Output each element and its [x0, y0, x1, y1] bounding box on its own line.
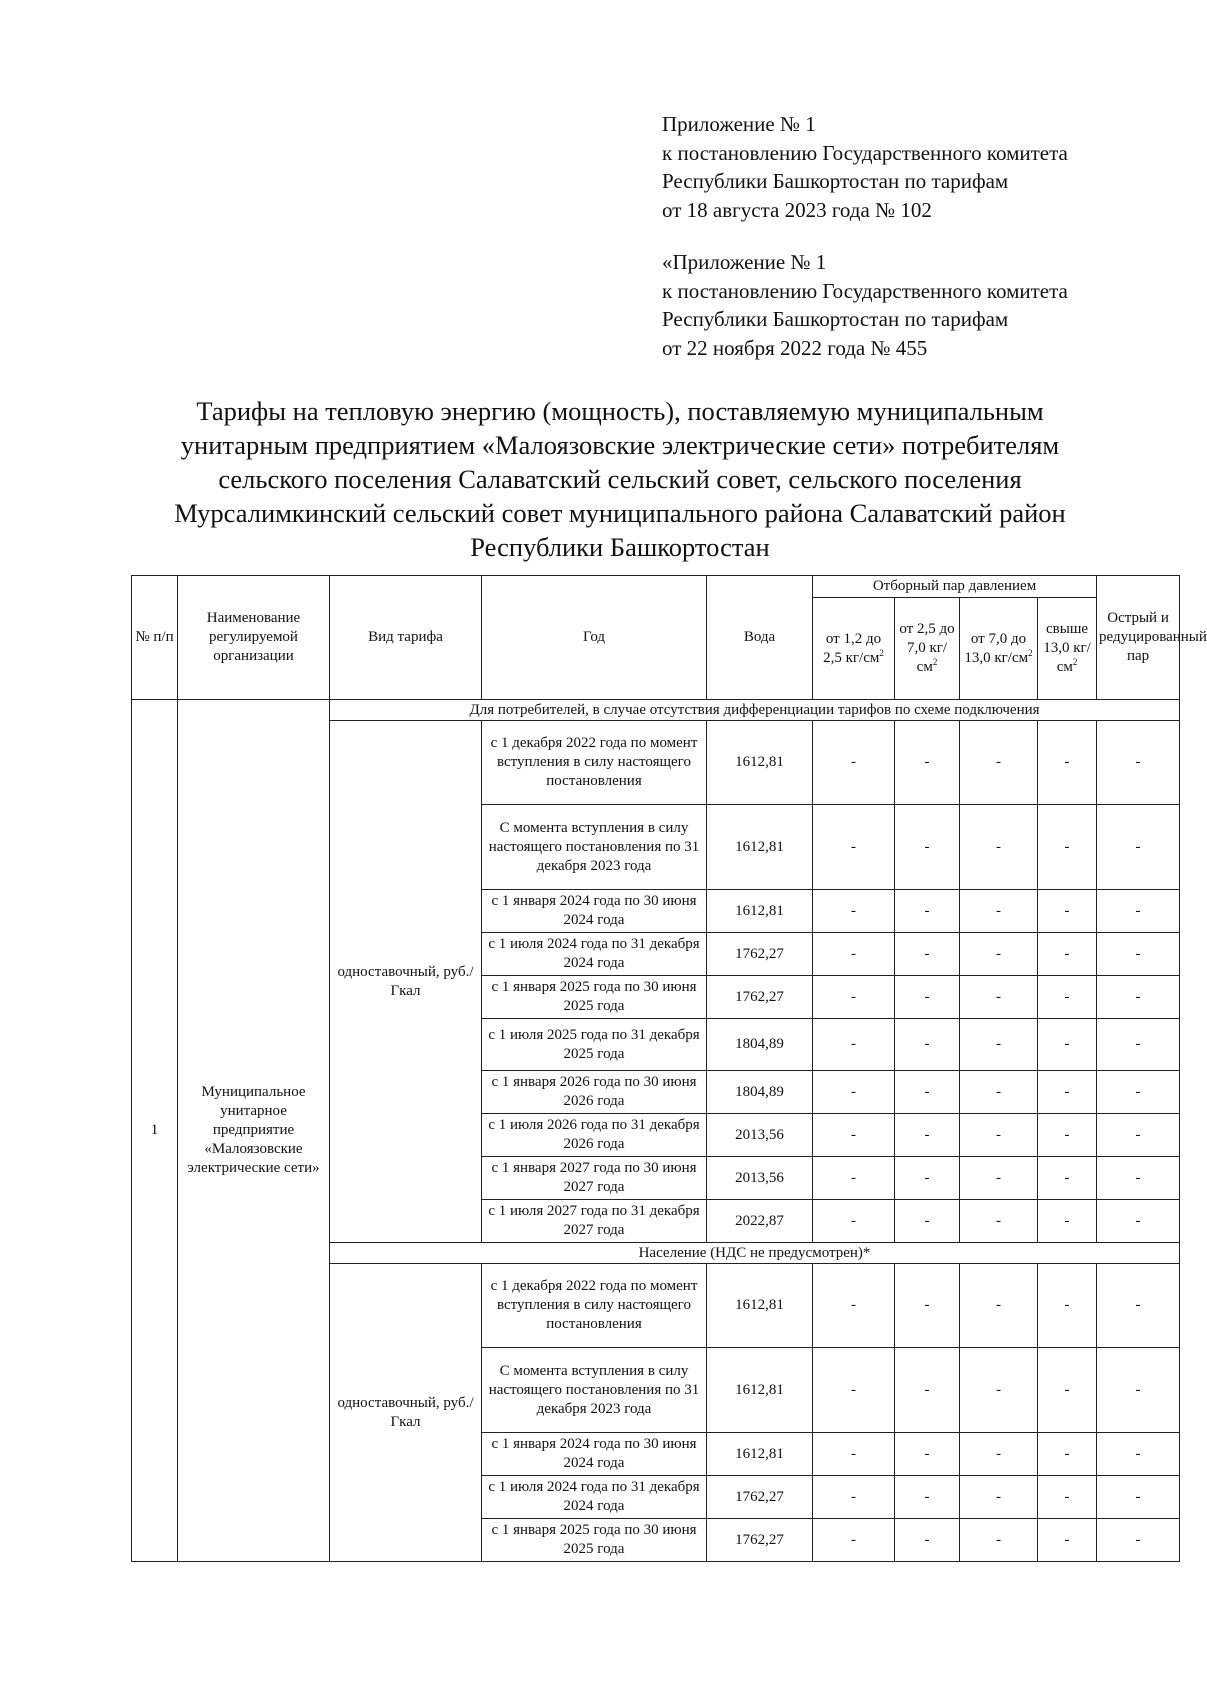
period-cell: с 1 января 2025 года по 30 июня 2025 года: [482, 1519, 707, 1562]
period-cell: с 1 января 2025 года по 30 июня 2025 года: [482, 976, 707, 1019]
water-tariff-cell: 1762,27: [707, 976, 813, 1019]
title-line: сельского поселения Салаватский сельский совет, сельского поселения: [218, 464, 1022, 494]
appendix-line: «Приложение № 1: [662, 250, 827, 274]
period-cell: с 1 января 2024 года по 30 июня 2024 года: [482, 890, 707, 933]
empty-tariff-cell: -: [960, 1519, 1038, 1562]
empty-tariff-cell: -: [1097, 976, 1180, 1019]
empty-tariff-cell: -: [895, 805, 960, 890]
header-pressure-3: [960, 598, 1038, 700]
empty-tariff-cell: -: [895, 1071, 960, 1114]
header-pressure-4: [1038, 598, 1097, 700]
period-cell: с 1 июля 2024 года по 31 декабря 2024 года: [482, 1476, 707, 1519]
empty-tariff-cell: -: [895, 1157, 960, 1200]
section-title-population: Население (НДС не предусмотрен)*: [330, 1243, 1180, 1264]
title-line: унитарным предприятием «Малоязовские электрические сети» потребителям: [180, 430, 1060, 460]
empty-tariff-cell: -: [1038, 1264, 1097, 1348]
organization-name: Муниципальное унитарное предприятие «Малоязовские электрические сети»: [178, 700, 330, 1562]
period-cell: с 1 января 2027 года по 30 июня 2027 года: [482, 1157, 707, 1200]
water-tariff-cell: 2013,56: [707, 1157, 813, 1200]
empty-tariff-cell: -: [1038, 1071, 1097, 1114]
header-num: № п/п: [132, 576, 178, 700]
period-cell: с 1 июля 2026 года по 31 декабря 2026 года: [482, 1114, 707, 1157]
title-line: Тарифы на тепловую энергию (мощность), поставляемую муниципальным: [196, 396, 1044, 426]
period-cell: с 1 июля 2027 года по 31 декабря 2027 года: [482, 1200, 707, 1243]
empty-tariff-cell: -: [895, 1019, 960, 1071]
superscript: 2: [932, 657, 938, 667]
empty-tariff-cell: -: [1097, 933, 1180, 976]
empty-tariff-cell: -: [895, 1264, 960, 1348]
empty-tariff-cell: -: [960, 976, 1038, 1019]
section-title-general: Для потребителей, в случае отсутствия дифференциации тарифов по схеме подключения: [330, 700, 1180, 721]
empty-tariff-cell: -: [895, 1519, 960, 1562]
appendix-line: от 18 августа 2023 года № 102: [662, 197, 932, 222]
header-pressure-1: [813, 598, 895, 700]
appendix-line: Приложение № 1: [662, 112, 816, 136]
appendix-line: к постановлению Государственного комитета: [662, 278, 1068, 303]
pressure-4-label: свыше 13,0 кг/см: [1043, 621, 1091, 675]
water-tariff-cell: 1612,81: [707, 1348, 813, 1433]
empty-tariff-cell: -: [1097, 805, 1180, 890]
empty-tariff-cell: -: [895, 1114, 960, 1157]
empty-tariff-cell: -: [1038, 1519, 1097, 1562]
empty-tariff-cell: -: [895, 890, 960, 933]
empty-tariff-cell: -: [1038, 976, 1097, 1019]
empty-tariff-cell: -: [960, 1200, 1038, 1243]
empty-tariff-cell: -: [895, 976, 960, 1019]
empty-tariff-cell: -: [1038, 1476, 1097, 1519]
pressure-2-label: от 2,5 до 7,0 кг/см: [899, 621, 955, 675]
empty-tariff-cell: -: [1038, 805, 1097, 890]
empty-tariff-cell: -: [1097, 1348, 1180, 1433]
water-tariff-cell: 2013,56: [707, 1114, 813, 1157]
empty-tariff-cell: -: [960, 1264, 1038, 1348]
empty-tariff-cell: -: [1097, 1264, 1180, 1348]
water-tariff-cell: 1804,89: [707, 1019, 813, 1071]
header-organization: Наименование регулируемой организации: [178, 576, 330, 700]
empty-tariff-cell: -: [813, 1019, 895, 1071]
water-tariff-cell: 1804,89: [707, 1071, 813, 1114]
empty-tariff-cell: -: [813, 1433, 895, 1476]
empty-tariff-cell: -: [813, 1157, 895, 1200]
tariff-table: [131, 575, 1207, 1562]
empty-tariff-cell: -: [1097, 1519, 1180, 1562]
empty-tariff-cell: -: [1097, 1476, 1180, 1519]
header-steam-group: Отборный пар давлением: [813, 576, 1097, 598]
header-pressure-2: [895, 598, 960, 700]
superscript: 2: [1028, 647, 1033, 658]
water-tariff-cell: 1612,81: [707, 1433, 813, 1476]
empty-tariff-cell: -: [1097, 1200, 1180, 1243]
empty-tariff-cell: -: [813, 976, 895, 1019]
header-sharp-steam: Острый и редуцированный пар: [1097, 576, 1180, 700]
empty-tariff-cell: -: [813, 1476, 895, 1519]
empty-tariff-cell: -: [813, 1114, 895, 1157]
period-cell: с 1 января 2024 года по 30 июня 2024 года: [482, 1433, 707, 1476]
empty-tariff-cell: -: [1097, 721, 1180, 805]
header-tariff-type: Вид тарифа: [330, 576, 482, 700]
appendix-original-reference: [662, 248, 1068, 362]
empty-tariff-cell: -: [1097, 1157, 1180, 1200]
period-cell: с 1 января 2026 года по 30 июня 2026 года: [482, 1071, 707, 1114]
empty-tariff-cell: -: [895, 933, 960, 976]
water-tariff-cell: 1762,27: [707, 1476, 813, 1519]
water-tariff-cell: 1612,81: [707, 890, 813, 933]
empty-tariff-cell: -: [813, 805, 895, 890]
title-line: Мурсалимкинский сельский совет муниципального района Салаватский район: [174, 498, 1066, 528]
water-tariff-cell: 1762,27: [707, 1519, 813, 1562]
empty-tariff-cell: -: [1038, 1200, 1097, 1243]
period-cell: С момента вступления в силу настоящего постановления по 31 декабря 2023 года: [482, 805, 707, 890]
empty-tariff-cell: -: [813, 1200, 895, 1243]
empty-tariff-cell: -: [895, 1200, 960, 1243]
water-tariff-cell: 1612,81: [707, 721, 813, 805]
empty-tariff-cell: -: [895, 721, 960, 805]
period-cell: с 1 июля 2025 года по 31 декабря 2025 года: [482, 1019, 707, 1071]
water-tariff-cell: 2022,87: [707, 1200, 813, 1243]
period-cell: С момента вступления в силу настоящего постановления по 31 декабря 2023 года: [482, 1348, 707, 1433]
superscript: 2: [1072, 657, 1078, 667]
empty-tariff-cell: -: [895, 1476, 960, 1519]
empty-tariff-cell: -: [1038, 933, 1097, 976]
empty-tariff-cell: -: [960, 1071, 1038, 1114]
tariff-type-cell: одноставочный, руб./Гкал: [330, 721, 482, 1243]
empty-tariff-cell: -: [960, 933, 1038, 976]
empty-tariff-cell: -: [1097, 1071, 1180, 1114]
empty-tariff-cell: -: [813, 890, 895, 933]
empty-tariff-cell: -: [1038, 1114, 1097, 1157]
empty-tariff-cell: -: [1038, 1019, 1097, 1071]
tariff-table-body: [132, 700, 1180, 1562]
empty-tariff-cell: -: [813, 1264, 895, 1348]
empty-tariff-cell: -: [895, 1348, 960, 1433]
empty-tariff-cell: -: [960, 1019, 1038, 1071]
document-title: [120, 394, 1120, 564]
empty-tariff-cell: -: [1038, 721, 1097, 805]
empty-tariff-cell: -: [813, 933, 895, 976]
period-cell: с 1 декабря 2022 года по момент вступления в силу настоящего постановления: [482, 1264, 707, 1348]
empty-tariff-cell: -: [1038, 890, 1097, 933]
pressure-1-label: от 1,2 до 2,5 кг/см: [823, 630, 882, 666]
appendix-line: к постановлению Государственного комитета: [662, 140, 1068, 165]
row-number: 1: [132, 700, 178, 1562]
empty-tariff-cell: -: [960, 805, 1038, 890]
header-year: Год: [482, 576, 707, 700]
header-water: Вода: [707, 576, 813, 700]
empty-tariff-cell: -: [813, 721, 895, 805]
empty-tariff-cell: -: [1038, 1348, 1097, 1433]
empty-tariff-cell: -: [960, 1348, 1038, 1433]
empty-tariff-cell: -: [960, 890, 1038, 933]
tariff-type-cell: одноставочный, руб./Гкал: [330, 1264, 482, 1562]
empty-tariff-cell: -: [1097, 890, 1180, 933]
empty-tariff-cell: -: [960, 1157, 1038, 1200]
appendix-line: Республики Башкортостан по тарифам: [662, 307, 1009, 331]
appendix-line: от 22 ноября 2022 года № 455: [662, 335, 928, 360]
empty-tariff-cell: -: [813, 1519, 895, 1562]
empty-tariff-cell: -: [813, 1348, 895, 1433]
empty-tariff-cell: -: [895, 1433, 960, 1476]
empty-tariff-cell: -: [1097, 1433, 1180, 1476]
empty-tariff-cell: -: [1097, 1114, 1180, 1157]
pressure-3-label: от 7,0 до 13,0 кг/см: [964, 630, 1029, 666]
title-line: Республики Башкортостан: [470, 532, 770, 562]
empty-tariff-cell: -: [960, 721, 1038, 805]
empty-tariff-cell: -: [813, 1071, 895, 1114]
empty-tariff-cell: -: [1038, 1433, 1097, 1476]
empty-tariff-cell: -: [960, 1114, 1038, 1157]
empty-tariff-cell: -: [960, 1476, 1038, 1519]
empty-tariff-cell: -: [960, 1433, 1038, 1476]
appendix-line: Республики Башкортостан по тарифам: [662, 169, 1009, 193]
superscript: 2: [879, 647, 884, 658]
appendix-current-reference: [662, 110, 1068, 224]
water-tariff-cell: 1612,81: [707, 1264, 813, 1348]
empty-tariff-cell: -: [1038, 1157, 1097, 1200]
period-cell: с 1 декабря 2022 года по момент вступления в силу настоящего постановления: [482, 721, 707, 805]
empty-tariff-cell: -: [1097, 1019, 1180, 1071]
water-tariff-cell: 1612,81: [707, 805, 813, 890]
period-cell: с 1 июля 2024 года по 31 декабря 2024 года: [482, 933, 707, 976]
water-tariff-cell: 1762,27: [707, 933, 813, 976]
